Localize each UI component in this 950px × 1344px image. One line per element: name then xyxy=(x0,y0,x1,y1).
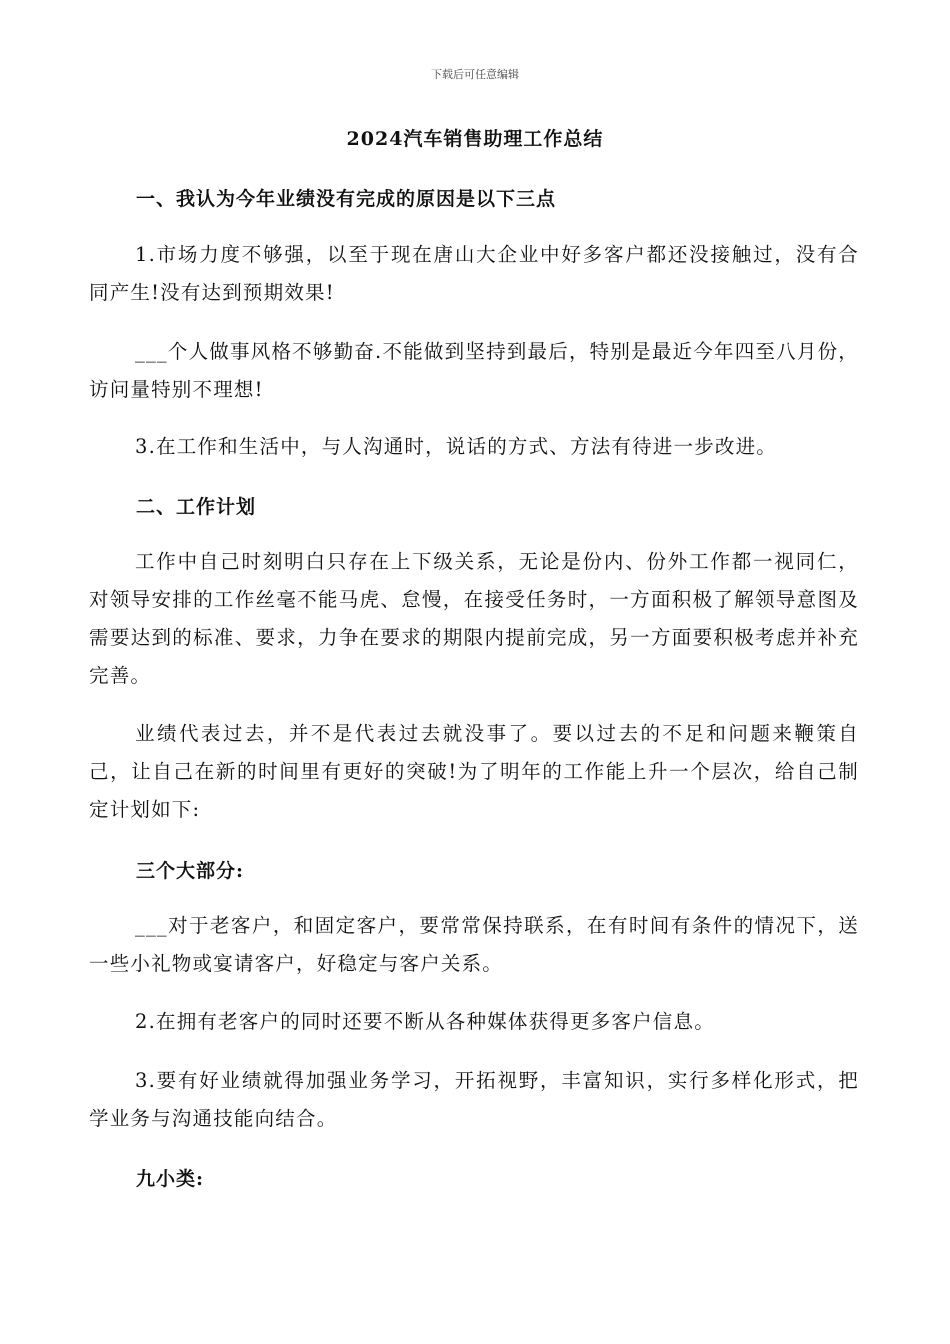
document-title: 2024汽车销售助理工作总结 xyxy=(346,128,604,150)
section-heading-three-parts: 三个大部分: xyxy=(136,860,245,882)
section-heading-work-plan: 二、工作计划 xyxy=(136,496,257,518)
paragraph-work-plan-1: 工作中自己时刻明白只存在上下级关系，无论是份内、份外工作都一视同仁，对领导安排的工作丝毫不能马虎、怠慢，在接受任务时，一方面积极了解领导意图及需要达到的标准、要求，力争在要求的期限内提前完成，另一方面要积极考虑并补充完善。 xyxy=(89,550,859,687)
header-note: 下载后可任意编辑 xyxy=(431,68,519,81)
paragraph-work-plan-2: 业绩代表过去，并不是代表过去就没事了。要以过去的不足和问题来鞭策自己，让自己在新的时间里有更好的突破!为了明年的工作能上升一个层次，给自己制定计划如下: xyxy=(89,722,859,821)
section-heading-nine-categories: 九小类: xyxy=(136,1168,205,1190)
paragraph-part-2: 2.在拥有老客户的同时还要不断从各种媒体获得更多客户信息。 xyxy=(135,1010,715,1033)
paragraph-reason-2: ___个人做事风格不够勤奋.不能做到坚持到最后，特别是最近今年四至八月份，访问量特别不理想! xyxy=(89,340,859,401)
paragraph-reason-1: 1.市场力度不够强，以至于现在唐山大企业中好多客户都还没接触过，没有合同产生!没有达到预期效果! xyxy=(89,243,859,304)
section-heading-reasons: 一、我认为今年业绩没有完成的原因是以下三点 xyxy=(136,188,557,210)
paragraph-reason-3: 3.在工作和生活中，与人沟通时，说话的方式、方法有待进一步改进。 xyxy=(135,435,778,458)
paragraph-part-1: ___对于老客户，和固定客户，要常常保持联系，在有时间有条件的情况下，送一些小礼物或宴请客户，好稳定与客户关系。 xyxy=(89,914,859,975)
paragraph-part-3: 3.要有好业绩就得加强业务学习，开拓视野，丰富知识，实行多样化形式，把学业务与沟通技能向结合。 xyxy=(89,1069,859,1130)
